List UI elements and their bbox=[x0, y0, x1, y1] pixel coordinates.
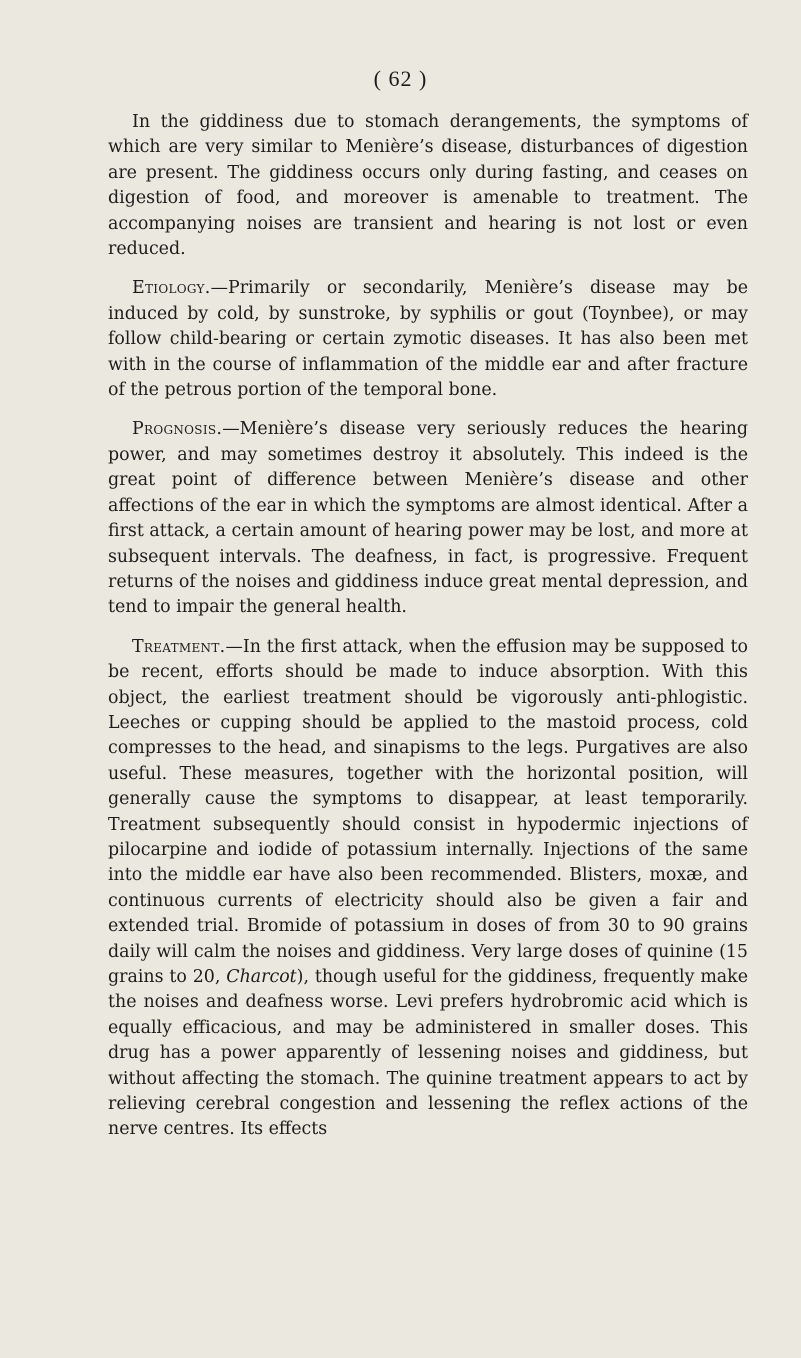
paragraph-treatment bbox=[108, 635, 748, 1143]
heading-treatment: Treatment. bbox=[132, 636, 226, 657]
paragraph-intro bbox=[108, 110, 748, 262]
paragraph-prognosis bbox=[108, 417, 748, 620]
paragraph-etiology-text: —Primarily or secondarily, Menière’s disease may be induced by cold, by sunstroke, by syphilis or gout (Toynbee), or may follow child-bearing or certain zymotic diseases. It has also been met with in the course of inflammation of the middle ear and after fracture of the petrous portion of the temporal bone. bbox=[108, 278, 748, 401]
paragraph-intro-text: In the giddiness due to stomach derangements, the symptoms of which are very similar to Menière’s disease, disturbances of digestion are present. The giddiness occurs only during fasting, and ceases on digestion of food, and moreover is amenable to treatment. The accompanying noises are transient and hearing is not lost or even reduced. bbox=[108, 112, 748, 260]
paragraph-etiology bbox=[108, 276, 748, 403]
heading-prognosis: Prognosis. bbox=[132, 419, 223, 440]
cited-author: Charcot bbox=[226, 967, 297, 987]
page-number: ( 62 ) bbox=[373, 66, 428, 91]
heading-etiology: Etiology. bbox=[132, 278, 211, 299]
paragraph-treatment-text: —In the first attack, when the effusion may be supposed to be recent, efforts should be made to induce absorption. With this object, the earliest treatment should be vigorously anti-phlogistic. Leeches or cupping should be applied to the mastoid process, cold compresses to the head, and sinapisms to the legs. Purgatives are also useful. These measures, together with the horizontal position, will generally cause the symptoms to disappear, at least temporarily. Treatment subsequently should consist in hypodermic injections of pilocarpine and iodide of potassium internally. Injections of the same into the middle ear have also been recommended. Blisters, moxæ, and continuous currents of electricity should also be given a fair and extended trial. Bromide of potassium in doses of from 30 to 90 grains daily will calm the noises and giddiness. Very large doses of quinine (15 grains to 20, bbox=[108, 636, 748, 987]
body-text bbox=[108, 110, 748, 1157]
paragraph-prognosis-text: —Menière’s disease very seriously reduces the hearing power, and may sometimes destroy it absolutely. This indeed is the great point of difference between Menière’s disease and other affections of the ear in which the symptoms are almost identical. After a first attack, a certain amount of hearing power may be lost, and more at subsequent intervals. The deafness, in fact, is progressive. Frequent returns of the noises and giddiness induce great mental depression, and tend to impair the general health. bbox=[108, 419, 748, 618]
paragraph-treatment-text-continued: ), though useful for the giddiness, frequently make the noises and deafness worse. Levi prefers hydrobromic acid which is equally efficacious, and may be administered in smaller doses. This drug has a power apparently of lessening noises and giddiness, but without affecting the stomach. The quinine treatment appears to act by relieving cerebral congestion and lessening the reflex actions of the nerve centres. Its effects bbox=[108, 967, 749, 1140]
